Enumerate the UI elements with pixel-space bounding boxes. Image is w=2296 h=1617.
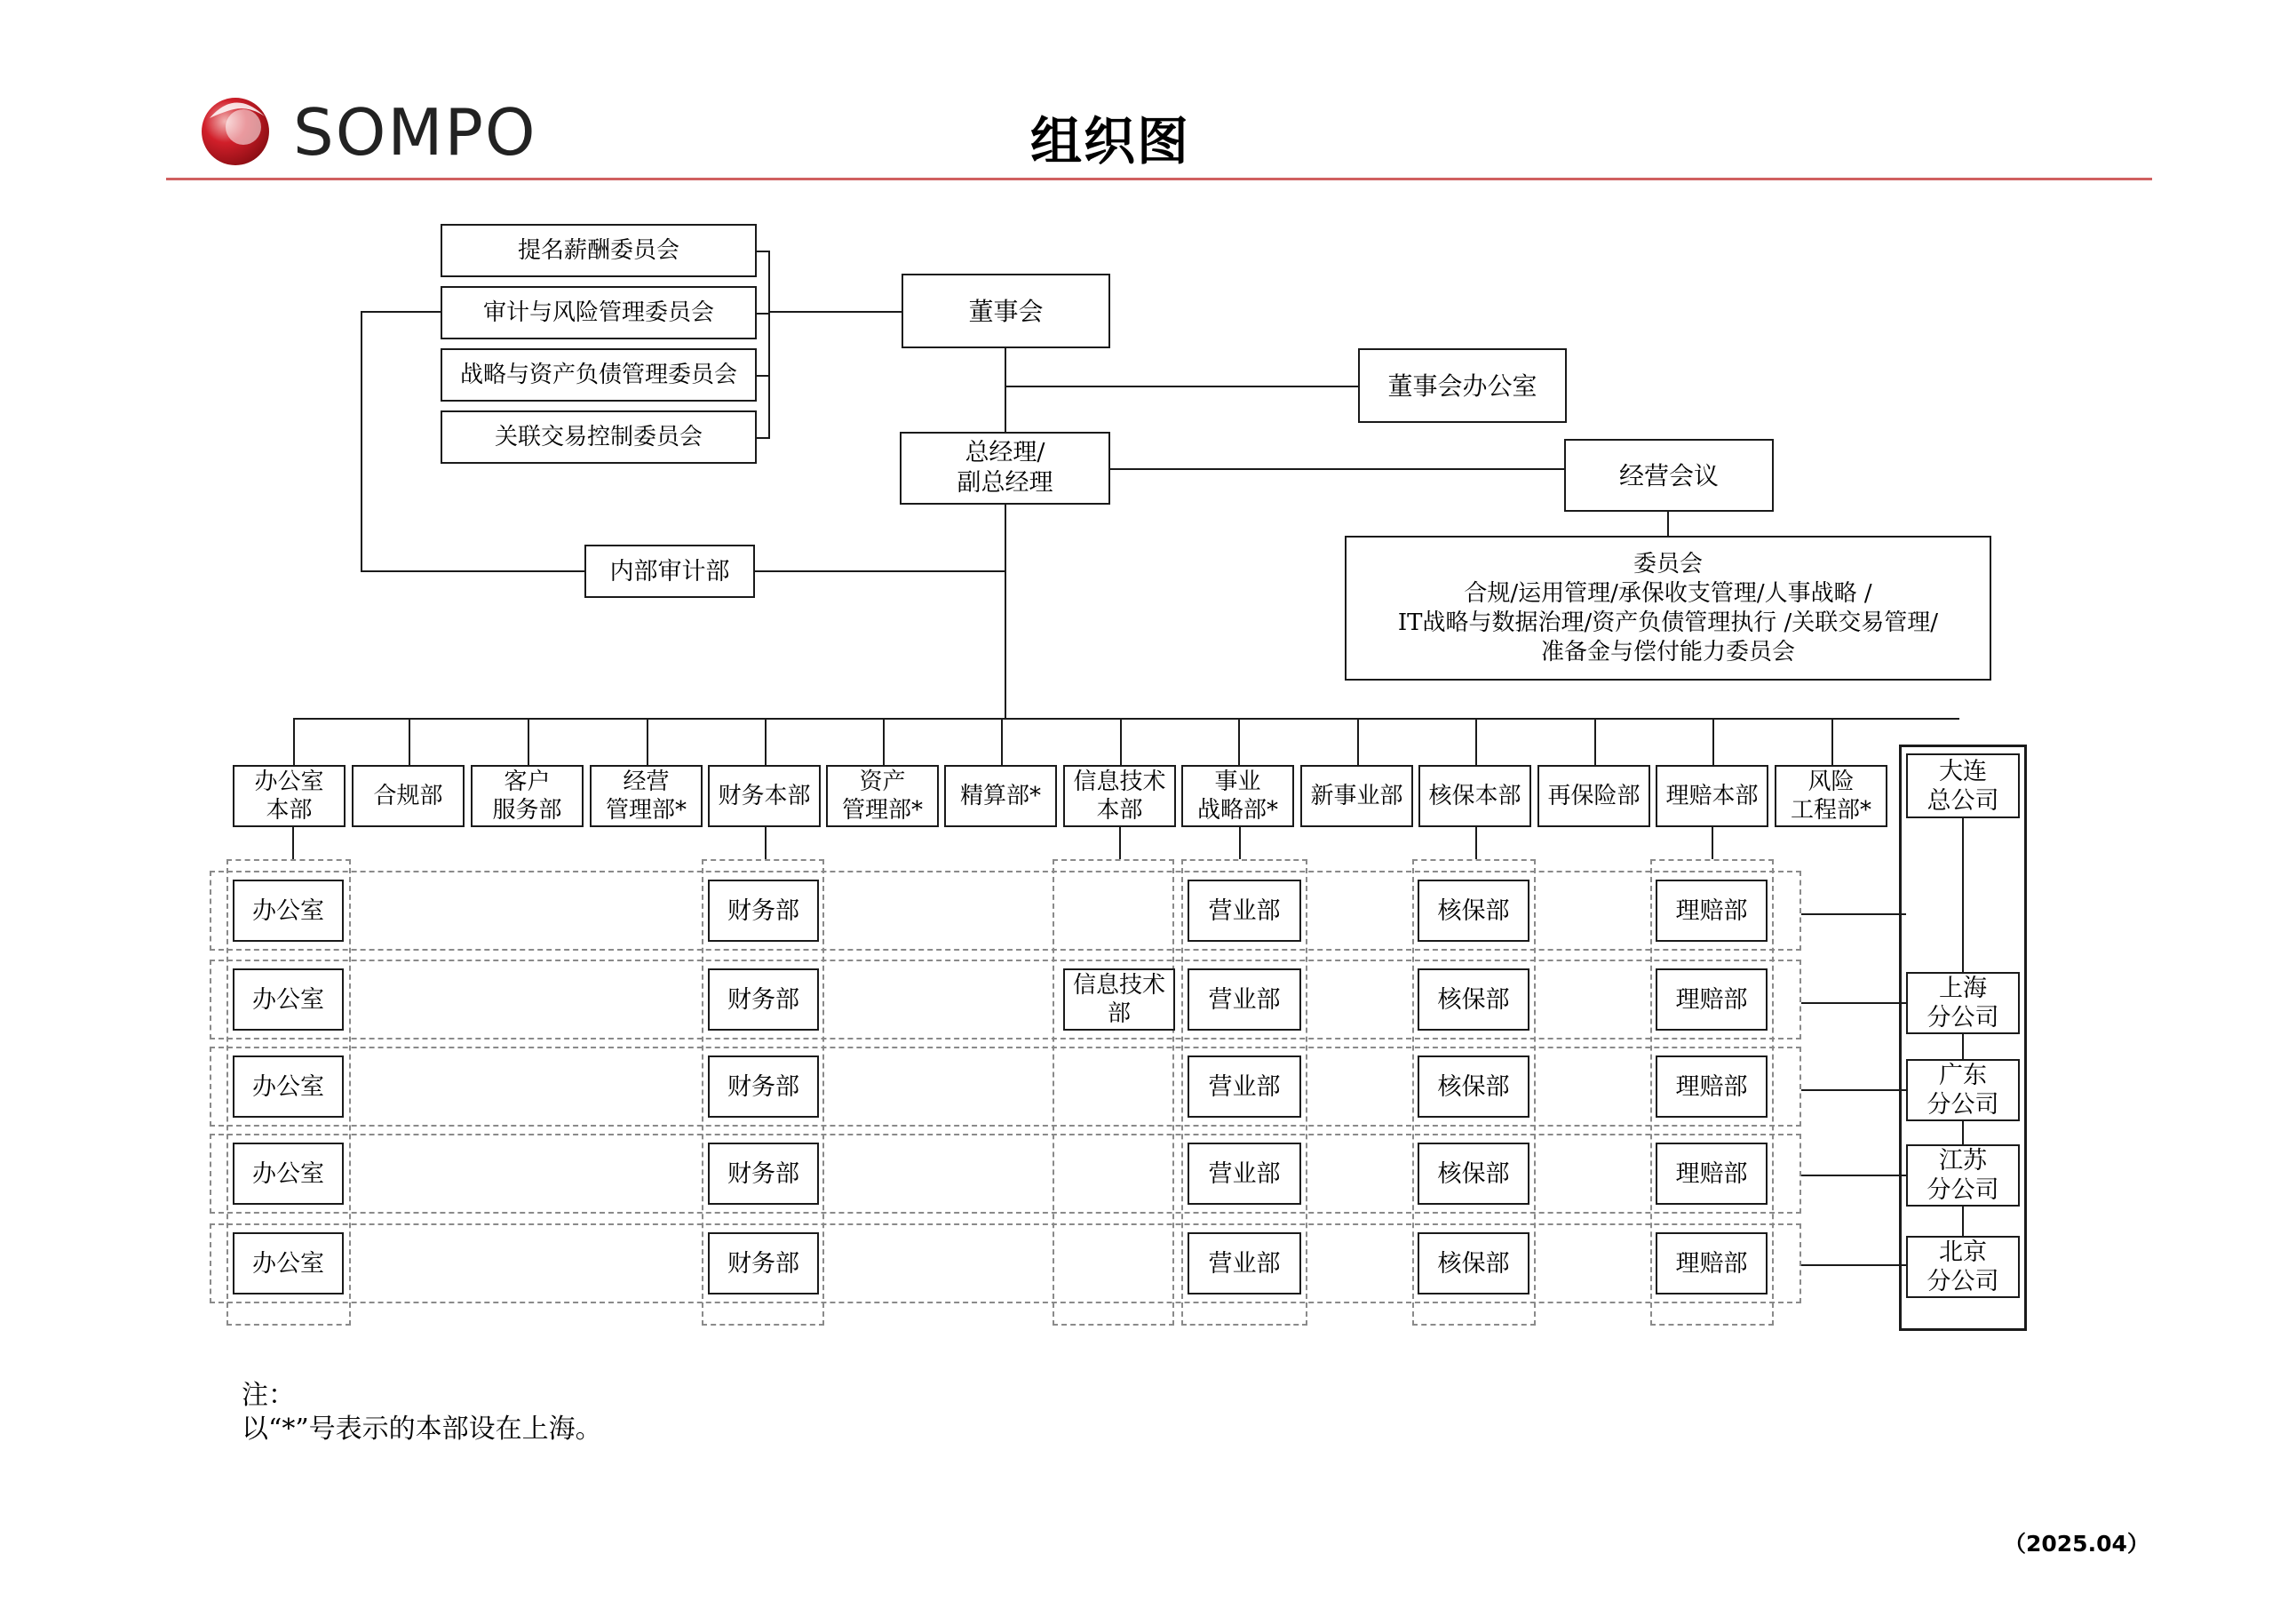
branch-office-label: 办公室: [252, 1159, 324, 1188]
branch-office-label: 办公室: [252, 1249, 324, 1278]
connector: [1110, 468, 1565, 470]
branch-underwriting-label: 核保部: [1437, 1249, 1510, 1278]
branch-company-1: [1906, 972, 2020, 1034]
connector: [765, 718, 767, 765]
dept-business-mgmt-label: 管理部*: [605, 797, 687, 824]
branch-underwriting: [1418, 1055, 1529, 1118]
connector: [1801, 1264, 1906, 1266]
dept-reinsurance-label: 再保险部: [1547, 783, 1641, 809]
connector: [361, 311, 441, 313]
connector: [1239, 827, 1241, 859]
branch-finance: [708, 968, 819, 1031]
connector: [757, 251, 770, 252]
branch-office: [233, 968, 344, 1031]
branch-sales: [1188, 880, 1301, 942]
branch-office-label: 办公室: [252, 985, 324, 1014]
branch-finance: [708, 1055, 819, 1118]
connector: [757, 437, 770, 439]
branch-claims: [1656, 1055, 1768, 1118]
connector: [1475, 718, 1477, 765]
dept-new-business: [1300, 765, 1413, 827]
connector: [1120, 718, 1122, 765]
dept-it-label: 信息技术: [1073, 769, 1166, 795]
branch-company-0: [1906, 753, 2020, 818]
branch-claims-label: 理赔部: [1675, 985, 1748, 1014]
branch-finance: [708, 1232, 819, 1294]
branch-underwriting: [1418, 1143, 1529, 1205]
branch-claims-label: 理赔部: [1675, 1072, 1748, 1101]
branch-sales: [1188, 1055, 1301, 1118]
revision-date: （2025.04）: [2004, 1531, 2149, 1557]
branch-company-label: 大连: [1939, 757, 1987, 785]
dept-risk-engineering: [1775, 765, 1887, 827]
branch-finance-label: 财务部: [727, 1072, 799, 1101]
dept-asset-mgmt: [826, 765, 939, 827]
branch-company-label: 分公司: [1927, 1004, 1999, 1032]
branch-underwriting: [1418, 968, 1529, 1031]
page-title: 组织图: [1029, 111, 1190, 171]
branch-office-label: 办公室: [252, 1072, 324, 1101]
branch-sales-label: 营业部: [1208, 1072, 1281, 1101]
dept-finance-label: 财务本部: [718, 783, 811, 809]
branch-office: [233, 880, 344, 942]
dept-new-business-label: 新事业部: [1310, 783, 1403, 809]
dept-claims: [1656, 765, 1768, 827]
branch-sales-label: 营业部: [1208, 1249, 1281, 1278]
connector: [293, 718, 1959, 720]
general-manager: 总经理/ 副总经理: [900, 432, 1110, 505]
connector: [292, 827, 294, 859]
branch-finance-label: 财务部: [727, 896, 799, 925]
sompo-logo: [197, 92, 274, 168]
dashed-row-1: [210, 960, 1801, 1040]
connector: [293, 718, 295, 765]
dept-reinsurance: [1537, 765, 1650, 827]
dept-customer-service-label: 客户: [504, 769, 551, 795]
connector: [765, 827, 767, 859]
connector: [361, 570, 584, 572]
dept-risk-engineering-label: 风险: [1807, 769, 1855, 795]
dept-it-label: 本部: [1096, 797, 1143, 824]
branch-finance: [708, 1143, 819, 1205]
connector: [1801, 913, 1906, 915]
dept-it: [1063, 765, 1176, 827]
branch-claims: [1656, 968, 1768, 1031]
dashed-row-4: [210, 1223, 1801, 1303]
connector: [1962, 1121, 1964, 1144]
branch-underwriting-label: 核保部: [1437, 1072, 1510, 1101]
dashed-row-0: [210, 871, 1801, 951]
dept-finance: [708, 765, 821, 827]
connector: [1712, 827, 1713, 859]
connector: [1475, 827, 1477, 859]
connector: [1005, 386, 1358, 387]
note-text: 以“*”号表示的本部设在上海。: [242, 1414, 602, 1445]
dept-asset-mgmt-label: 资产: [859, 769, 906, 795]
dept-risk-engineering-label: 工程部*: [1790, 797, 1871, 824]
branch-sales: [1188, 968, 1301, 1031]
branch-sales: [1188, 1143, 1301, 1205]
connector: [1005, 505, 1006, 720]
dept-business-mgmt-label: 经营: [623, 769, 670, 795]
connector: [757, 375, 770, 377]
dept-claims-label: 理赔本部: [1665, 783, 1759, 809]
connector: [647, 718, 648, 765]
dept-compliance: [352, 765, 465, 827]
branch-claims-label: 理赔部: [1675, 1249, 1748, 1278]
connector: [1001, 718, 1003, 765]
branch-it-label: 信息技术: [1072, 972, 1165, 999]
connector: [1357, 718, 1359, 765]
dept-office: [233, 765, 346, 827]
connector: [1962, 1207, 1964, 1236]
branch-company-label: 江苏: [1939, 1147, 1987, 1175]
committee-audit-risk: 审计与风险管理委员会: [441, 286, 757, 339]
connector: [1962, 818, 1964, 974]
dept-compliance-label: 合规部: [373, 783, 443, 809]
branch-sales-label: 营业部: [1208, 1159, 1281, 1188]
branch-underwriting: [1418, 880, 1529, 942]
branch-underwriting-label: 核保部: [1437, 985, 1510, 1014]
connector: [1962, 1034, 1964, 1059]
branch-sales: [1188, 1232, 1301, 1294]
dept-business-strategy: [1181, 765, 1294, 827]
connector: [1119, 827, 1121, 859]
branch-it: [1063, 968, 1175, 1031]
branch-office: [233, 1143, 344, 1205]
board-of-directors: 董事会: [902, 274, 1110, 348]
branch-it-label: 部: [1107, 1000, 1131, 1027]
dept-actuarial: [944, 765, 1057, 827]
connector: [1801, 1002, 1906, 1004]
connector: [757, 313, 770, 315]
branch-company-2: [1906, 1059, 2020, 1121]
branch-company-label: 总公司: [1927, 786, 1999, 815]
branch-office: [233, 1232, 344, 1294]
branch-underwriting: [1418, 1232, 1529, 1294]
connector: [528, 718, 529, 765]
dept-office-label: 办公室: [254, 769, 324, 795]
branch-finance-label: 财务部: [727, 985, 799, 1014]
branch-finance-label: 财务部: [727, 1159, 799, 1188]
branch-finance: [708, 880, 819, 942]
header-divider: [166, 178, 2152, 180]
branch-office: [233, 1055, 344, 1118]
branch-company-label: 分公司: [1927, 1268, 1999, 1295]
branch-sales-label: 营业部: [1208, 985, 1281, 1014]
branch-claims: [1656, 880, 1768, 942]
connector: [769, 311, 902, 313]
internal-audit: 内部审计部: [584, 545, 755, 598]
branch-underwriting-label: 核保部: [1437, 896, 1510, 925]
branch-company-label: 分公司: [1927, 1091, 1999, 1119]
connector: [755, 570, 1005, 572]
branch-claims: [1656, 1232, 1768, 1294]
branch-finance-label: 财务部: [727, 1249, 799, 1278]
connector: [768, 251, 770, 438]
dept-underwriting-label: 核保本部: [1428, 783, 1521, 809]
connector: [1801, 1089, 1906, 1091]
branch-company-label: 上海: [1939, 975, 1987, 1002]
branch-underwriting-label: 核保部: [1437, 1159, 1510, 1188]
dept-business-mgmt: [590, 765, 703, 827]
dept-customer-service: [471, 765, 584, 827]
branch-claims-label: 理赔部: [1675, 1159, 1748, 1188]
branch-claims-label: 理赔部: [1675, 896, 1748, 925]
connector: [1712, 718, 1714, 765]
branch-company-label: 广东: [1939, 1062, 1987, 1089]
connector: [1594, 718, 1596, 765]
connector: [1238, 718, 1240, 765]
committee-strategy-alm: 战略与资产负债管理委员会: [441, 348, 757, 402]
connector: [1831, 718, 1833, 765]
dept-actuarial-label: 精算部*: [959, 783, 1041, 809]
connector: [883, 718, 885, 765]
dashed-row-2: [210, 1047, 1801, 1127]
dept-customer-service-label: 服务部: [492, 797, 562, 824]
dept-asset-mgmt-label: 管理部*: [841, 797, 923, 824]
branch-office-label: 办公室: [252, 896, 324, 925]
connector: [1667, 512, 1669, 537]
brand-name: SOMPO: [293, 95, 537, 170]
branch-claims: [1656, 1143, 1768, 1205]
branch-company-3: [1906, 1144, 2020, 1207]
dept-underwriting: [1418, 765, 1531, 827]
branch-company-label: 北京: [1939, 1239, 1987, 1266]
branch-company-label: 分公司: [1927, 1176, 1999, 1204]
connector: [409, 718, 410, 765]
dept-business-strategy-label: 事业: [1214, 769, 1261, 795]
committee-nomination: 提名薪酬委员会: [441, 224, 757, 277]
connector: [361, 311, 362, 572]
dashed-row-3: [210, 1134, 1801, 1214]
connector: [1005, 348, 1006, 432]
board-office: 董事会办公室: [1358, 348, 1567, 423]
committee-related-party: 关联交易控制委员会: [441, 410, 757, 464]
dept-office-label: 本部: [266, 797, 313, 824]
note-label: 注：: [242, 1380, 295, 1411]
committees-box: 委员会 合规/运用管理/承保收支管理/人事战略 / IT战略与数据治理/资产负债管理执行 /关联交易管理/ 准备金与偿付能力委员会: [1345, 536, 1991, 681]
connector: [1801, 1175, 1906, 1176]
logo-sphere-icon: [197, 92, 274, 168]
dept-business-strategy-label: 战略部*: [1196, 797, 1278, 824]
branch-company-4: [1906, 1236, 2020, 1298]
management-meeting: 经营会议: [1564, 439, 1774, 512]
branch-sales-label: 营业部: [1208, 896, 1281, 925]
